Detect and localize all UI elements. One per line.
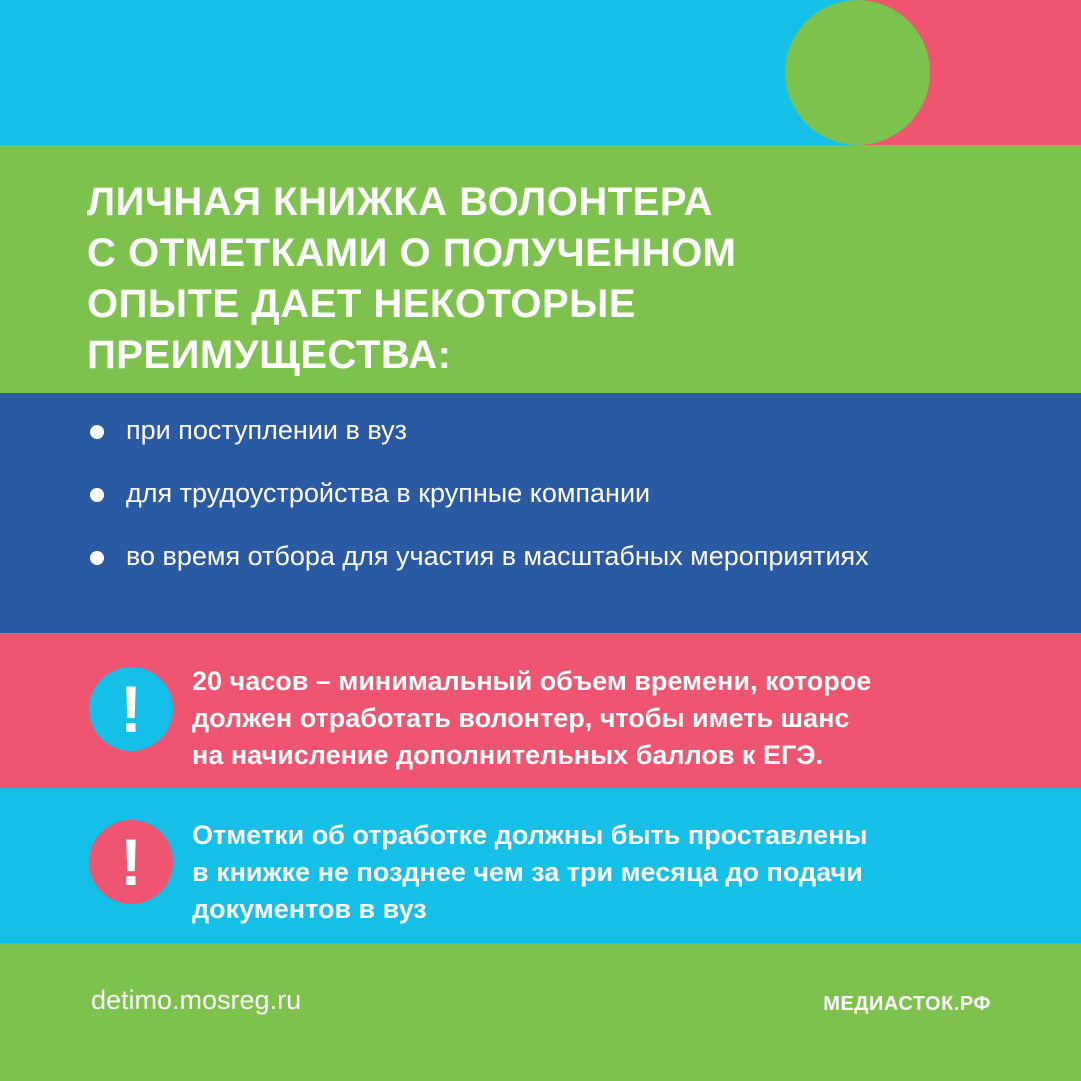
bullet-icon xyxy=(90,425,104,439)
bullet-icon xyxy=(90,488,104,502)
benefit-text: при поступлении в вуз xyxy=(126,415,407,445)
green-circle-decoration xyxy=(785,0,930,145)
bullet-icon xyxy=(90,551,104,565)
benefits-section xyxy=(0,393,1081,633)
benefit-text: во время отбора для участия в масштабных мероприятиях xyxy=(126,541,869,571)
footer xyxy=(0,943,1081,1081)
note-deadline xyxy=(0,788,1081,943)
list-item xyxy=(88,413,988,447)
note-hours xyxy=(0,633,1081,788)
brand-logo-text: МЕДИАСТОК.РФ xyxy=(823,993,991,1015)
title-section xyxy=(0,145,1081,393)
top-decoration-band xyxy=(0,0,1081,145)
website-link[interactable]: detimo.mosreg.ru xyxy=(91,985,302,1015)
note-deadline-text: Отметки об отработке должны быть проставлены в книжке не позднее чем за три месяца до подачи документов в вуз xyxy=(192,820,868,924)
list-item xyxy=(88,539,988,573)
exclamation-icon: ! xyxy=(89,820,173,904)
page-title: ЛИЧНАЯ КНИЖКА ВОЛОНТЕРА С ОТМЕТКАМИ О ПОЛУЧЕННОМ ОПЫТЕ ДАЕТ НЕКОТОРЫЕ ПРЕИМУЩЕСТВА: xyxy=(87,180,737,377)
note-hours-text: 20 часов – минимальный объем времени, которое должен отработать волонтер, чтобы иметь шанс на начисление дополнительных баллов к ЕГЭ. xyxy=(192,666,872,770)
exclamation-icon: ! xyxy=(89,667,173,751)
benefit-text: для трудоустройства в крупные компании xyxy=(126,478,651,508)
benefits-list xyxy=(88,413,988,602)
list-item xyxy=(88,476,988,510)
